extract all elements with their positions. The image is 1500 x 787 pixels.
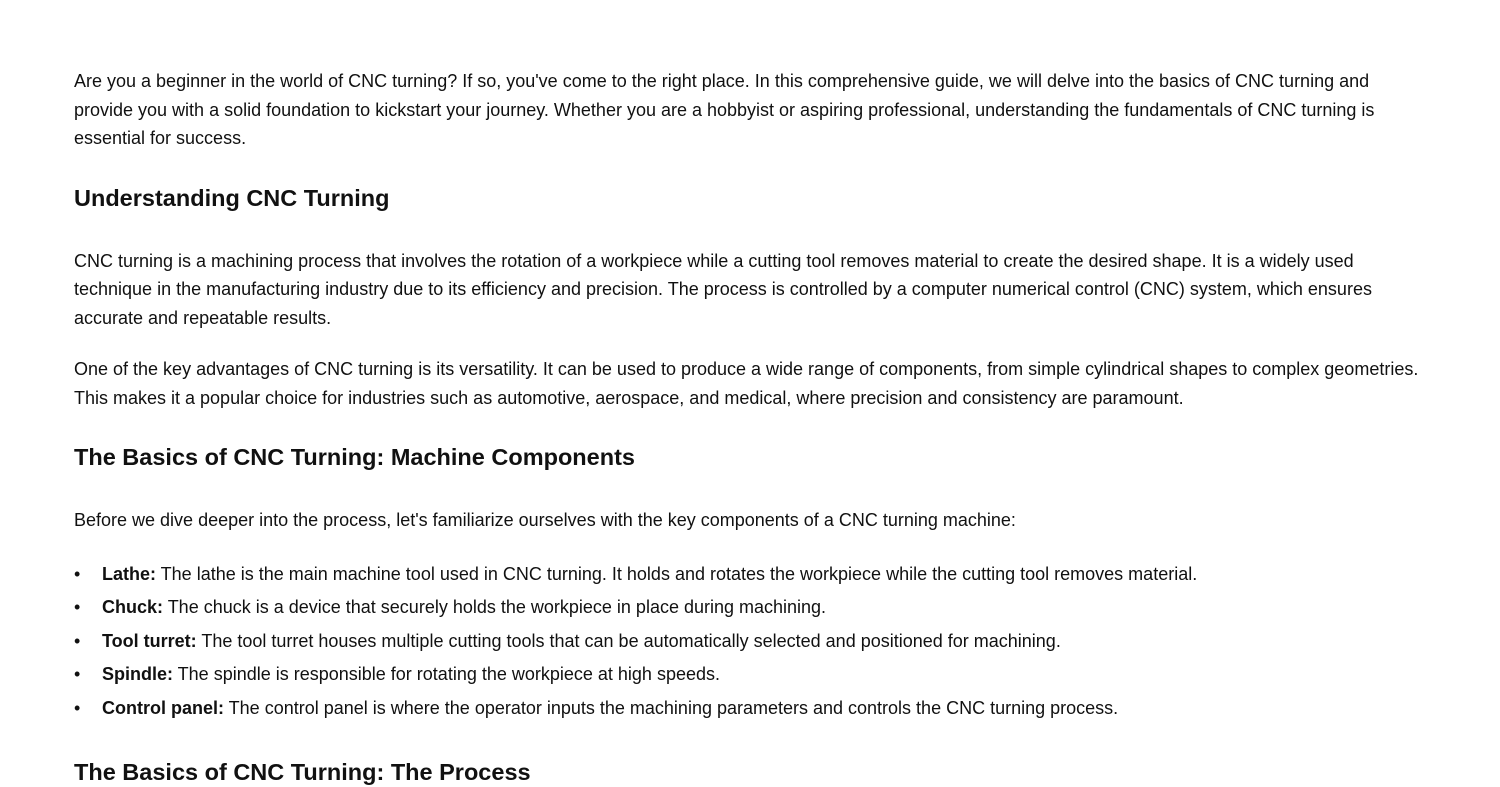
list-item-description: The control panel is where the operator inputs the machining parameters and controls the CNC turning process.	[224, 697, 1119, 718]
paragraph-cnc-turning-definition: CNC turning is a machining process that involves the rotation of a workpiece while a cutting tool removes material to create the desired shape. It is a widely used technique in the manufacturing industry due to its efficiency and precision. The process is controlled by a computer numerical control (CNC) system, which ensures accurate and repeatable results.	[74, 250, 1372, 328]
list-item-term: Lathe:	[102, 563, 156, 584]
list-item-term: Control panel:	[102, 697, 224, 718]
list-item-control-panel	[74, 692, 1424, 726]
section-heading-process: The Basics of CNC Turning: The Process	[74, 759, 531, 785]
list-item-term: Chuck:	[102, 597, 164, 617]
bullet-icon: •	[74, 664, 81, 684]
bullet-icon: •	[74, 630, 81, 651]
list-item-description: The lathe is the main machine tool used in CNC turning. It holds and rotates the workpiece while the cutting tool removes material.	[156, 563, 1198, 584]
paragraph-cnc-turning-advantages: One of the key advantages of CNC turning is its versatility. It can be used to produce a wide range of components, from simple cylindrical shapes to complex geometries. This makes it a popular choice for industries such as automotive, aerospace, and medical, where precision and consistency are paramount.	[74, 359, 1419, 408]
list-item-tool-turret	[74, 625, 1424, 659]
section-heading-machine-components: The Basics of CNC Turning: Machine Components	[74, 444, 635, 470]
list-item-term: Tool turret:	[102, 630, 197, 651]
list-item-description: The spindle is responsible for rotating the workpiece at high speeds.	[173, 664, 720, 684]
article-body	[74, 67, 1424, 787]
list-item-lathe	[74, 558, 1424, 592]
paragraph-components-intro: Before we dive deeper into the process, let's familiarize ourselves with the key components of a CNC turning machine:	[74, 510, 1016, 530]
list-item-spindle	[74, 658, 1424, 692]
bullet-icon: •	[74, 563, 81, 584]
list-item-chuck	[74, 591, 1424, 625]
intro-paragraph: Are you a beginner in the world of CNC turning? If so, you've come to the right place. In this comprehensive guide, we will delve into the basics of CNC turning and provide you with a solid foundation to kickstart your journey. Whether you are a hobbyist or aspiring professional, understanding the fundamentals of CNC turning is essential for success.	[74, 71, 1375, 148]
components-list	[74, 558, 1424, 726]
list-item-description: The chuck is a device that securely holds the workpiece in place during machining.	[163, 597, 827, 617]
list-item-description: The tool turret houses multiple cutting tools that can be automatically selected and positioned for machining.	[196, 630, 1061, 651]
list-item-term: Spindle:	[102, 664, 173, 684]
bullet-icon: •	[74, 597, 81, 617]
bullet-icon: •	[74, 697, 81, 718]
section-heading-understanding: Understanding CNC Turning	[74, 184, 390, 211]
